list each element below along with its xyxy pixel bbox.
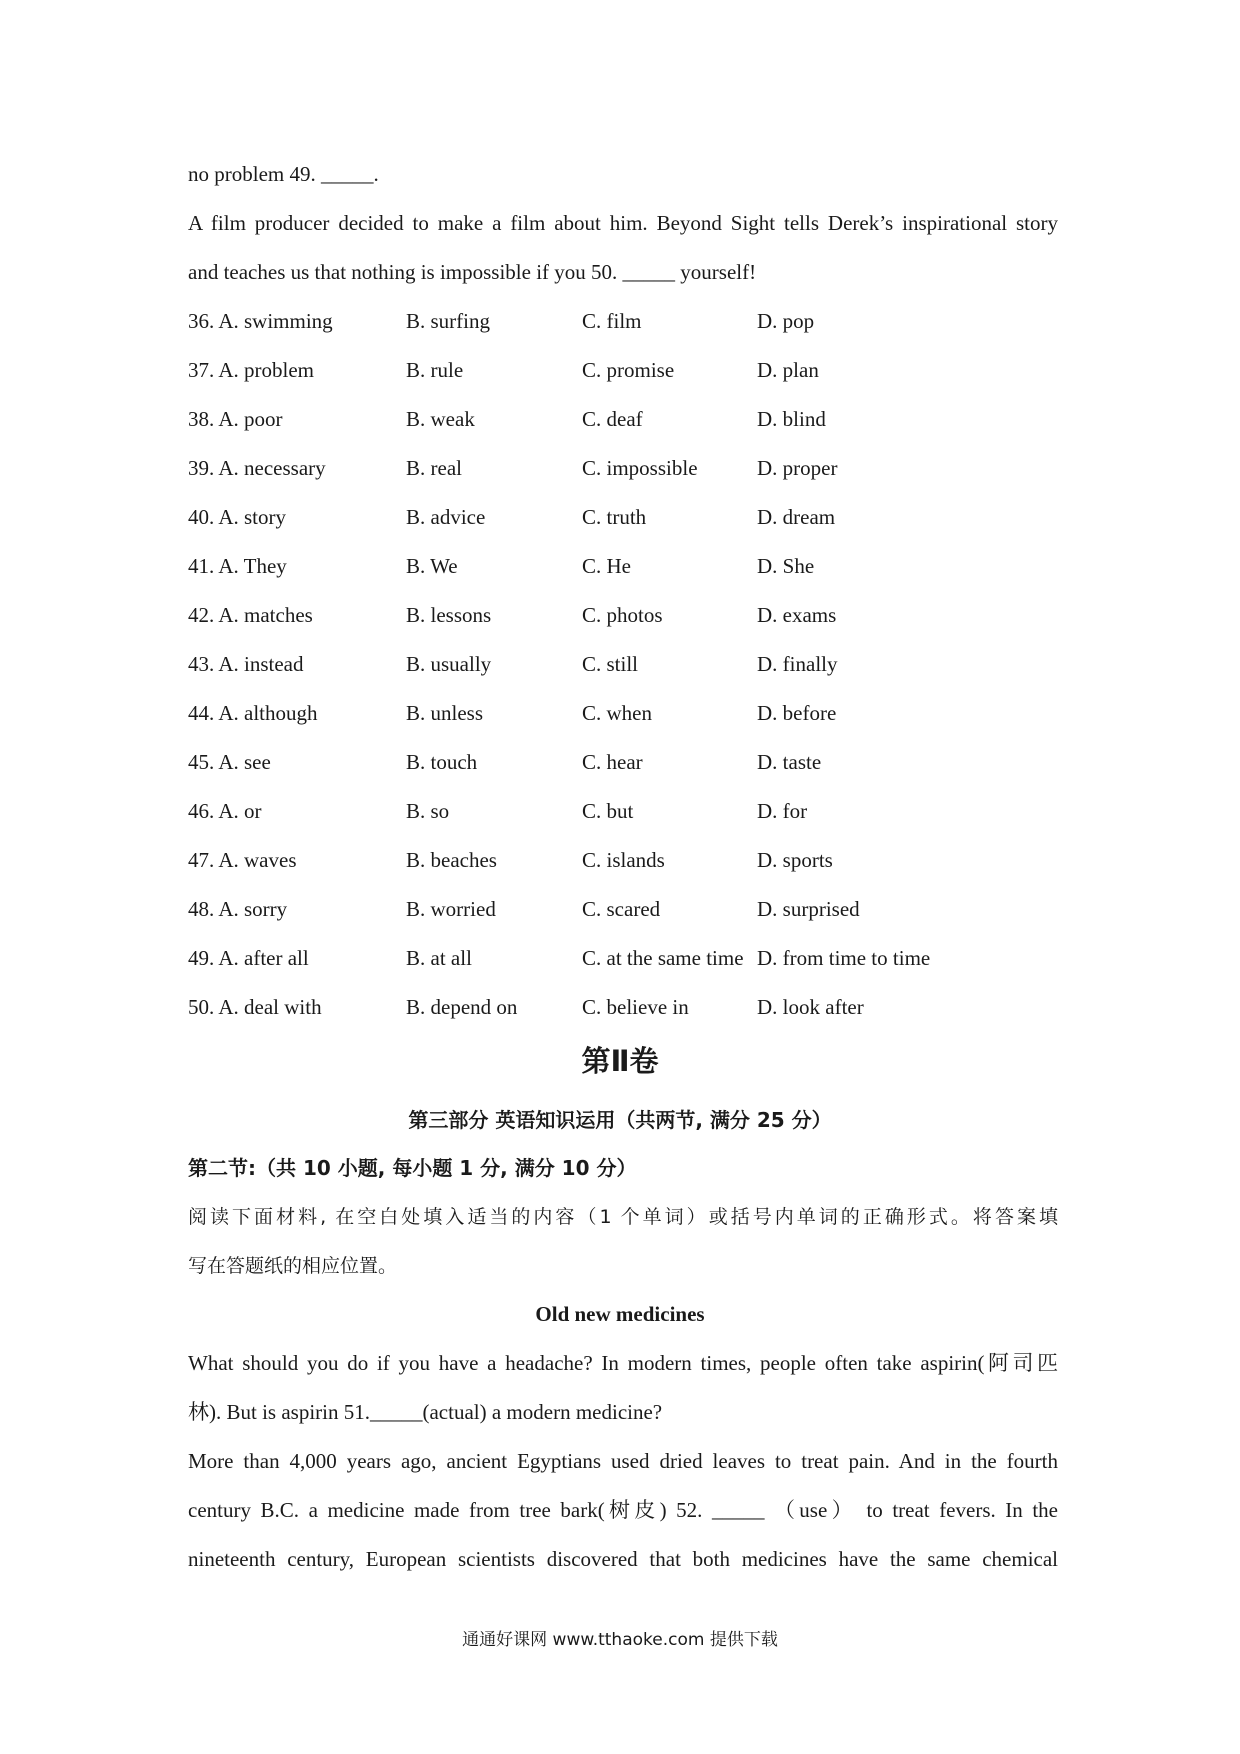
option-a: 40. A. story [188, 505, 287, 529]
option-d: D. finally [757, 652, 838, 676]
passage-line: century B.C. a medicine made from tree bark(树皮) 52. _____ （use） to treat fevers. In the [188, 1498, 1058, 1522]
page-footer: 通通好课网 www.tthaoke.com 提供下载 [462, 1630, 778, 1650]
option-a: 36. A. swimming [188, 309, 333, 333]
option-a: 48. A. sorry [188, 897, 288, 921]
option-row [188, 503, 1088, 531]
option-d: D. proper [757, 456, 838, 480]
option-b: B. weak [406, 407, 475, 431]
option-c: C. promise [582, 358, 675, 382]
option-d: D. from time to time [757, 946, 931, 970]
option-d: D. look after [757, 995, 864, 1019]
option-row [188, 552, 1088, 580]
option-d: D. before [757, 701, 837, 725]
option-b: B. surfing [406, 309, 490, 333]
option-a: 44. A. although [188, 701, 318, 725]
option-c: C. still [582, 652, 639, 676]
option-d: D. for [757, 799, 808, 823]
option-row [188, 797, 1088, 825]
option-d: D. pop [757, 309, 815, 333]
instructions-line: 阅读下面材料, 在空白处填入适当的内容（1 个单词）或括号内单词的正确形式。将答案填 [188, 1206, 1058, 1228]
option-a: 46. A. or [188, 799, 262, 823]
option-b: B. touch [406, 750, 478, 774]
option-a: 39. A. necessary [188, 456, 326, 480]
option-d: D. She [757, 554, 815, 578]
option-c: C. impossible [582, 456, 698, 480]
option-row [188, 846, 1088, 874]
option-b: B. rule [406, 358, 464, 382]
option-b: B. worried [406, 897, 496, 921]
passage-line: nineteenth century, European scientists discovered that both medicines have the same chemical [188, 1547, 1058, 1571]
option-a: 41. A. They [188, 554, 287, 578]
instructions-line: 写在答题纸的相应位置。 [188, 1255, 398, 1277]
option-c: C. deaf [582, 407, 643, 431]
option-a: 37. A. problem [188, 358, 314, 382]
option-a: 49. A. after all [188, 946, 309, 970]
option-row [188, 895, 1088, 923]
option-c: C. when [582, 701, 652, 725]
option-c: C. believe in [582, 995, 689, 1019]
option-b: B. lessons [406, 603, 492, 627]
option-a: 38. A. poor [188, 407, 283, 431]
option-b: B. unless [406, 701, 484, 725]
option-c: C. hear [582, 750, 643, 774]
option-b: B. at all [406, 946, 472, 970]
option-a: 50. A. deal with [188, 995, 322, 1019]
option-c: C. scared [582, 897, 661, 921]
option-d: D. surprised [757, 897, 860, 921]
option-row [188, 356, 1088, 384]
passage-line: and teaches us that nothing is impossible if you 50. _____ yourself! [188, 260, 757, 284]
option-row [188, 699, 1088, 727]
option-b: B. advice [406, 505, 486, 529]
option-c: C. truth [582, 505, 647, 529]
volume-title: 第Ⅱ卷 [581, 1044, 659, 1078]
section-title: 第二节:（共 10 小题, 每小题 1 分, 满分 10 分） [188, 1156, 637, 1180]
passage-line: More than 4,000 years ago, ancient Egyptians used dried leaves to treat pain. And in the fourth [188, 1449, 1058, 1473]
option-d: D. plan [757, 358, 819, 382]
option-row [188, 993, 1088, 1021]
option-row [188, 405, 1088, 433]
option-a: 42. A. matches [188, 603, 313, 627]
option-d: D. exams [757, 603, 837, 627]
option-d: D. blind [757, 407, 826, 431]
option-d: D. dream [757, 505, 836, 529]
part-title: 第三部分 英语知识运用（共两节, 满分 25 分） [408, 1108, 832, 1132]
passage-line: no problem 49. _____. [188, 162, 379, 186]
option-row [188, 307, 1088, 335]
option-a: 43. A. instead [188, 652, 304, 676]
option-c: C. islands [582, 848, 665, 872]
option-b: B. usually [406, 652, 492, 676]
passage-line: What should you do if you have a headache? In modern times, people often take aspirin(阿司匹 [188, 1351, 1058, 1375]
passage-line: 林). But is aspirin 51._____(actual) a modern medicine? [188, 1400, 663, 1424]
option-c: C. He [582, 554, 631, 578]
option-b: B. real [406, 456, 462, 480]
option-c: C. at the same time [582, 946, 744, 970]
option-d: D. sports [757, 848, 833, 872]
option-c: C. photos [582, 603, 663, 627]
option-row [188, 650, 1088, 678]
option-d: D. taste [757, 750, 822, 774]
option-row [188, 748, 1088, 776]
option-row [188, 944, 1088, 972]
option-row [188, 601, 1088, 629]
option-b: B. so [406, 799, 450, 823]
option-row [188, 454, 1088, 482]
option-b: B. beaches [406, 848, 497, 872]
option-a: 45. A. see [188, 750, 271, 774]
option-b: B. We [406, 554, 458, 578]
option-c: C. but [582, 799, 634, 823]
passage-title: Old new medicines [535, 1302, 705, 1326]
passage-line: A film producer decided to make a film about him. Beyond Sight tells Derek’s inspirational story [188, 211, 1058, 235]
option-a: 47. A. waves [188, 848, 297, 872]
option-b: B. depend on [406, 995, 518, 1019]
option-c: C. film [582, 309, 642, 333]
